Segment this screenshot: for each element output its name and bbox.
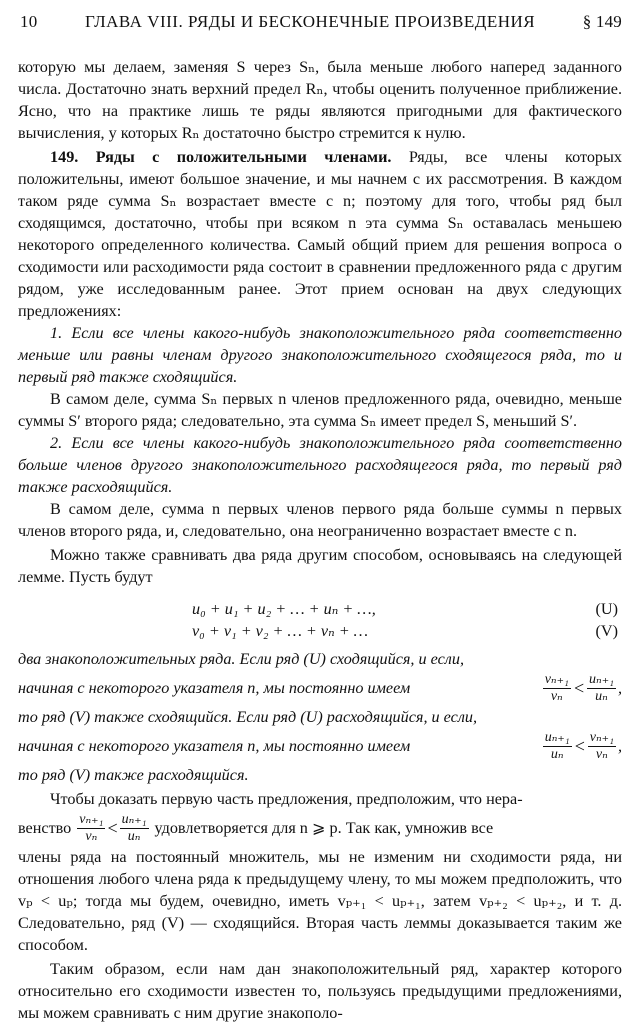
fraction-u-ratio: $\frac{\text{uₙ₊₁}}{\text{uₙ}}$ [589, 671, 614, 704]
lemma-line-5: то ряд (V) также расходящийся. [18, 766, 249, 784]
chapter-title: ГЛАВА VIII. РЯДЫ И БЕСКОНЕЧНЫЕ ПРОИЗВЕДЕНИЯ [85, 12, 536, 31]
proposition-2: 2. Если все члены какого-нибудь знакоположительного ряда соответственно больше членов другого знакоположительного расходящегося ряда, то первый ряд также расходящийся. [18, 434, 622, 496]
paragraph-proof-1: В самом деле, сумма Sₙ первых n членов предложенного ряда, очевидно, меньше суммы S′ второго ряда; следовательно, эта сумма Sₙ имеет предел S, меньший S′. [18, 390, 622, 430]
proof-body: члены ряда на постоянный множитель, мы не изменим ни сходимости ряда, ни отношения любого члена ряда к предыдущему члену, то мы можем предположить, что vₚ < uₚ; тогда мы будем, очевидно, иметь vₚ₊₁ < uₚ₊₁, затем vₚ₊₂ < uₚ₊₂, и т. д. Следовательно, ряд (V) — сходящийся. Вторая часть леммы доказывается таким же способом. [18, 848, 622, 954]
lemma-line-3: то ряд (V) также сходящийся. Если ряд (U) расходящийся, и если, [18, 708, 478, 726]
formula-u-row [18, 598, 622, 620]
page-body [18, 56, 622, 1024]
fraction-v-ratio-3: $\frac{\text{vₙ₊₁}}{\text{vₙ}}$ [79, 811, 104, 844]
proposition-1: 1. Если все члены какого-нибудь знакоположительного ряда соответственно меньше или равны членам другого знакоположительного сходящегося ряда, то и первый ряд также сходящийся. [18, 324, 622, 386]
page-number: 10 [20, 12, 38, 31]
less-than-sign-2: < [573, 736, 586, 756]
proof-line-2-start: венство [18, 819, 72, 837]
fraction-u-ratio-3: $\frac{\text{uₙ₊₁}}{\text{uₙ}}$ [121, 811, 147, 844]
lemma-line-4: начиная с некоторого указателя n, мы постоянно имеем $\frac{\text{uₙ₊₁}}{\text{uₙ}}$ < $\frac{\text{vₙ₊₁}}{\text{vₙ}}$ , [18, 729, 622, 762]
paragraph-lemma-intro: Можно также сравнивать два ряда другим способом, основываясь на следующей лемме. Пусть будут [18, 546, 622, 586]
series-formulas [18, 598, 622, 642]
running-header [20, 12, 622, 36]
formula-v-tag: (V) [595, 622, 618, 640]
fraction-v-ratio: $\frac{\text{vₙ₊₁}}{\text{vₙ}}$ [544, 671, 569, 704]
less-than-sign-3: < [107, 818, 118, 838]
paragraph-2 [18, 146, 622, 322]
less-than-sign: < [572, 678, 586, 698]
paragraph-2-body: Ряды, все члены которых положительны, имеют большое значение, и мы начнем с их рассмотрения. В каждом таком ряде сумма Sₙ возрастает вместе с n; поэтому для того, чтобы ряд был сходящимся, достаточно, чтобы при всяком n эта сумма Sₙ оставалась меньшею некоторого определенного количества. Самый общий прием для решения вопроса о сходимости или расходимости ряда состоит в сравнении предложенного ряда с другим рядом, уже исследованным ранее. Этот прием основан на двух следующих предложениях: [18, 148, 622, 320]
fraction-u-ratio-2: $\frac{\text{uₙ₊₁}}{\text{uₙ}}$ [544, 729, 570, 762]
formula-v: v₀ + v₁ + v₂ + … + vₙ + … [192, 622, 369, 640]
proof-line-1: Чтобы доказать первую часть предложения, предположим, что нера- [50, 790, 523, 808]
proof-line-2-end: удовлетворяется для n ⩾ p. Так как, умножив все [154, 819, 494, 837]
paragraph-conclusion: Таким образом, если нам дан знакоположительный ряд, характер которого относительно его сходимости известен то, пользуясь предыдущими предложениями, мы можем сравнивать с ним другие знакополо- [18, 960, 622, 1022]
proof-line-2 [18, 810, 622, 846]
section-number: § 149 [582, 12, 622, 31]
paragraph-1: которую мы делаем, заменяя S через Sₙ, была меньше любого наперед заданного числа. Достаточно знать верхний предел Rₙ, чтобы оценить полученное приближение. Ясно, что на практике лишь те ряды являются пригодными для фактического вычисления, у которых Rₙ достаточно быстро стремится к нулю. [18, 58, 622, 142]
formula-u-tag: (U) [595, 600, 618, 618]
formula-v-row [18, 620, 622, 642]
lemma-line-4-text: начиная с некоторого указателя n, мы постоянно имеем [18, 737, 411, 755]
formula-u: u₀ + u₁ + u₂ + … + uₙ + …, [192, 600, 376, 618]
lemma-line-2-text: начиная с некоторого указателя n, мы постоянно имеем [18, 679, 411, 697]
lemma-line-1: два знакоположительных ряда. Если ряд (U) сходящийся, и если, [18, 650, 464, 668]
fraction-v-ratio-2: $\frac{\text{vₙ₊₁}}{\text{vₙ}}$ [589, 729, 614, 762]
section-heading: 149. Ряды с положительными членами. [50, 148, 392, 166]
lemma-line-2: начиная с некоторого указателя n, мы постоянно имеем $\frac{\text{vₙ₊₁}}{\text{vₙ}}$ < $\frac{\text{uₙ₊₁}}{\text{uₙ}}$ , [18, 671, 622, 704]
paragraph-proof-2: В самом деле, сумма n первых членов первого ряда больше суммы n первых членов второго ряда, и, следовательно, она неограниченно возрастает вместе с n. [18, 500, 622, 540]
